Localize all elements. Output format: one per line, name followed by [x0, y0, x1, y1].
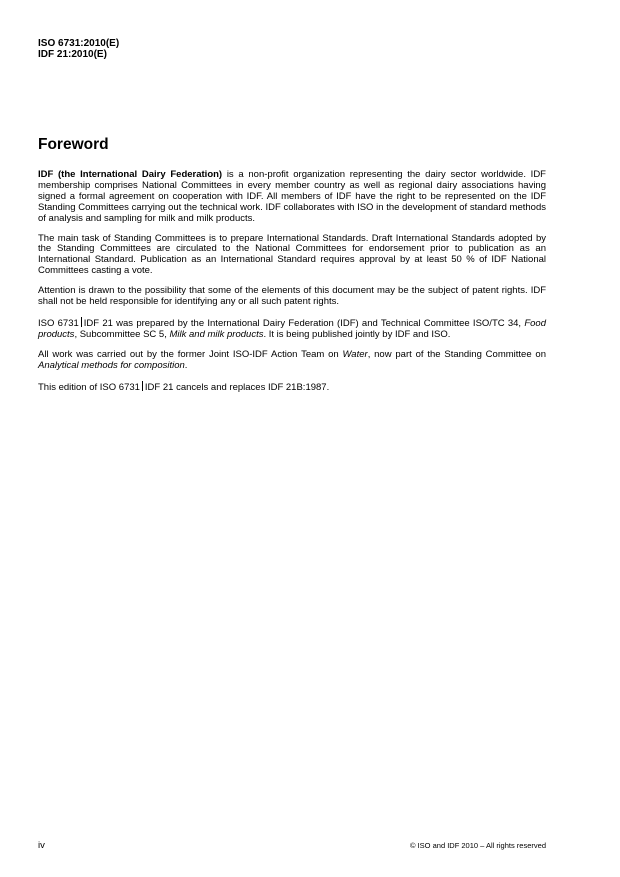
paragraph-idf: IDF (the International Dairy Federation) is a non-profit organization representing the dairy sector worldwide. IDF membership comprises National Committees in every member country as well as regional dairy associations having signed a formal agreement on cooperation with IDF. All members of IDF have the right to be represented on the IDF Standing Committees carrying out the technical work. IDF collaborates with ISO in the development of standard methods of analysis and sampling for milk and milk products. — [38, 169, 546, 224]
paragraph-standing-committees: The main task of Standing Committees is to prepare International Standards. Draft International Standards adopted by the Standing Committees are circulated to the National Committees for endorsement prior to publication as an International Standard. Publication as an International Standard requires approval by at least 50 % of IDF National Committees casting a vote. — [38, 232, 546, 277]
paragraph-patent: Attention is drawn to the possibility that some of the elements of this document may be the subject of patent rights. IDF shall not be held responsible for identifying any or all such patent rights. — [38, 285, 546, 308]
copyright-notice: © ISO and IDF 2010 – All rights reserved — [409, 841, 546, 850]
page-title: Foreword — [38, 136, 109, 153]
page-number: iv — [38, 840, 45, 851]
foreword-body — [38, 170, 546, 403]
separator-bar — [81, 317, 82, 327]
document-header — [38, 38, 119, 60]
paragraph-action-team: All work was carried out by the former Joint ISO-IDF Action Team on Water, now part of the Standing Committee on Analytical methods for composition. — [38, 348, 546, 371]
paragraph-edition: This edition of ISO 6731 IDF 21 cancels and replaces IDF 21B:1987. — [38, 381, 330, 393]
header-idf-number: IDF 21:2010(E) — [38, 49, 107, 60]
idf-name: IDF (the International Dairy Federation) — [38, 169, 223, 180]
paragraph-preparation: ISO 6731 IDF 21 was prepared by the International Dairy Federation (IDF) and Technical Committee ISO/TC 34, Food products, Subcommittee SC 5, Milk and milk products. It is being published jointly by IDF and ISO. — [38, 317, 546, 340]
header-iso-number: ISO 6731:2010(E) — [38, 38, 120, 49]
separator-bar — [142, 381, 143, 391]
